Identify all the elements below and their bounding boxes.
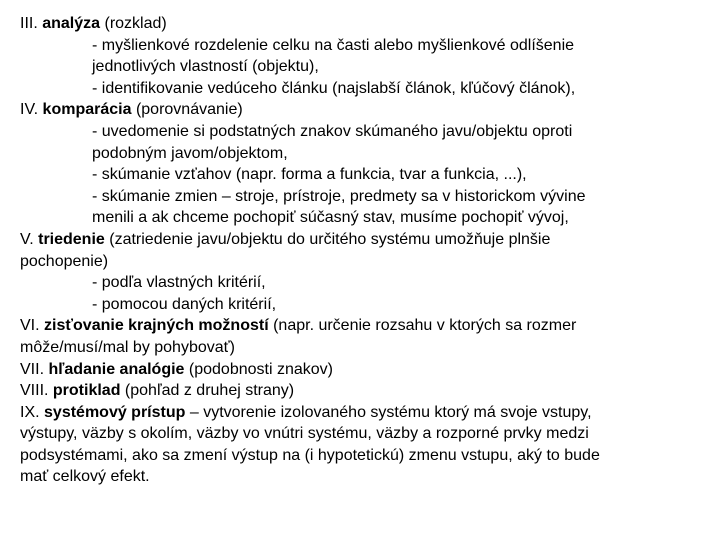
section-9-heading [20, 402, 710, 424]
section-3-item: - myšlienkové rozdelenie celku na časti alebo myšlienkové odlíšenie [92, 36, 575, 54]
section-4-term: komparácia [42, 101, 132, 119]
section-4-item: - uvedomenie si podstatných znakov skúmaného javu/objektu oproti [92, 122, 573, 140]
section-7-heading [20, 359, 710, 381]
section-7-paren: (podobnosti znakov) [188, 360, 333, 378]
section-5-heading [20, 229, 710, 251]
section-9-number: IX. [20, 403, 40, 421]
section-9-term: systémový prístup [44, 403, 186, 421]
section-4-paren: (porovnávanie) [135, 101, 243, 119]
section-6-text-cont: môže/musí/mal by pohybovať) [20, 338, 235, 356]
section-6-heading [20, 315, 710, 337]
section-9-text-cont: výstupy, väzby s okolím, väzby vo vnútri systému, väzby a rozporné prvky medzi [20, 425, 589, 443]
section-5-number: V. [20, 230, 34, 248]
section-8-heading [20, 380, 710, 402]
section-6-text: (napr. určenie rozsahu v ktorých sa rozmer [273, 317, 577, 335]
section-9-text-cont: mať celkový efekt. [20, 468, 150, 486]
section-8-term: protiklad [52, 382, 121, 400]
section-7-term: hľadanie analógie [48, 360, 185, 378]
section-4-item: - skúmanie zmien – stroje, prístroje, predmety sa v historickom vývine [92, 187, 586, 205]
section-6-term: zisťovanie krajných možností [44, 317, 269, 335]
section-6-number: VI. [20, 317, 40, 335]
section-4-item: - skúmanie vzťahov (napr. forma a funkcia, tvar a funkcia, ...), [92, 166, 527, 184]
section-3-heading [20, 13, 710, 35]
section-7-number: VII. [20, 360, 45, 378]
section-4-heading [20, 99, 710, 121]
section-4-item: podobným javom/objektom, [92, 144, 288, 162]
section-4-item: menili a ak chceme pochopiť súčasný stav, musíme pochopiť vývoj, [92, 209, 569, 227]
section-3-number: III. [20, 15, 38, 32]
section-5-item: - podľa vlastných kritérií, [92, 274, 266, 292]
section-4-number: IV. [20, 101, 39, 119]
section-8-number: VIII. [20, 382, 49, 400]
section-9-text: – vytvorenie izolovaného systému ktorý má svoje vstupy, [189, 403, 592, 421]
section-5-term: triedenie [38, 230, 105, 248]
section-5-text-cont: pochopenie) [20, 252, 109, 270]
section-3-paren: (rozklad) [104, 15, 167, 32]
section-3-term: analýza [42, 15, 101, 32]
section-9-text-cont: podsystémami, ako sa zmení výstup na (i hypotetickú) zmenu vstupu, aký to bude [20, 446, 600, 464]
section-5-text: (zatriedenie javu/objektu do určitého systému umožňuje plnšie [109, 230, 551, 248]
section-3-item: - identifikovanie vedúceho článku (najslabší článok, kľúčový článok), [92, 79, 576, 97]
section-5-item: - pomocou daných kritérií, [92, 295, 277, 313]
section-3-item: jednotlivých vlastností (objektu), [92, 58, 319, 76]
slide-content [20, 13, 710, 488]
section-8-paren: (pohľad z druhej strany) [124, 382, 295, 400]
